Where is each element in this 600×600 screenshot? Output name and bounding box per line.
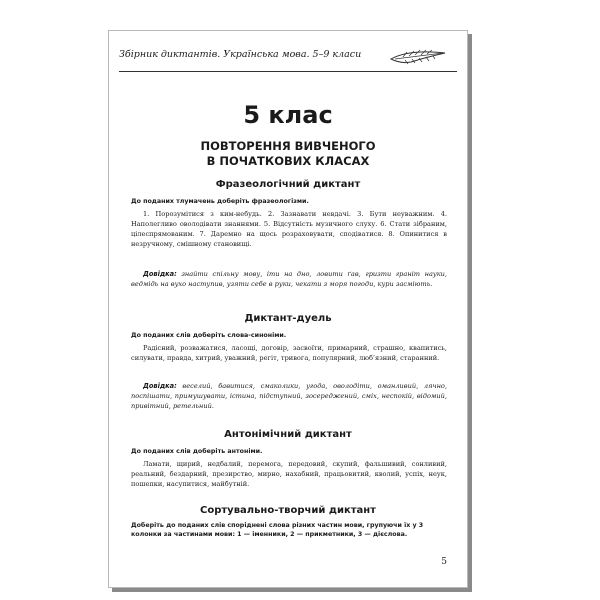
book-page	[108, 30, 468, 588]
hint-text: знайти спільну мову, іти на дно, ловити ґав, гризти граніт науки, ведмідь на вухо наступив, узяти себе в руки, чекати з моря погоди, кури засміють.	[131, 270, 447, 288]
phraseology-text: 1. Порозумітися з ким-небудь. 2. Зазнавати невдачі. 3. Бути неуважним. 4. Наполегливо оволодівати знаннями. 5. Відсутність музичного слуху. 6. Стати зібраним, цілеспрямованим. 7. Даремно на щось розраховувати, сподіватися. 8. Опинитися в незручному, смішному становищі.	[131, 210, 447, 248]
sorting-instruction: Доберіть до поданих слів споріднені слова різних частин мови, групуючи їх у 3 колонки за частинами мови: 1 — іменники, 2 — прикметники, 3 — дієслова.	[131, 522, 424, 538]
hint-label: Довідка:	[143, 270, 177, 278]
feather-ornament-icon	[389, 45, 447, 67]
phraseology-instruction: До поданих тлумачень доберіть фразеологізми.	[131, 198, 309, 205]
phraseology-dictation-title: Фразеологічний диктант	[215, 179, 361, 190]
header-title: Збірник диктантів. Українська мова. 5–9 класи	[119, 49, 362, 60]
duel-text: Радісний, розважатися, ласощі, договір, засвоїти, примарний, страшно, квапитись, силувати, правда, хитрий, уважний, регіт, тривога, популярний, люб’язний, старанний.	[131, 344, 447, 362]
antonym-text: Ламати, щирий, недбалий, перемога, передовий, скупий, фальшивий, сонливий, реальний, бездарний, презирство, мирно, нахабний, працьовитий, кволий, успіх, неук, пошепки, насупитися, майбутній.	[131, 460, 447, 488]
duel-dictation-title: Диктант-дуель	[244, 313, 332, 324]
section-title-line-1: ПОВТОРЕННЯ ВИВЧЕНОГО	[200, 139, 376, 153]
antonym-instruction: До поданих слів доберіть антоніми.	[131, 448, 263, 455]
section-title-line-2: В ПОЧАТКОВИХ КЛАСАХ	[206, 154, 370, 168]
hint-text: веселий, бавитися, смаколики, угода, оволодіти, оманливий, лячно, поспішати, примушувати, істина, підступний, зосереджений, сміх, неспокій, відомий, привітний, ретельний.	[131, 382, 447, 410]
phraseology-hint	[131, 269, 447, 289]
sorting-dictation-title: Сортувально-творчий диктант	[200, 505, 376, 516]
duel-instruction: До поданих слів доберіть слова-синоніми.	[131, 332, 287, 339]
running-header	[119, 47, 457, 72]
section-title	[109, 139, 467, 169]
page-number: 5	[441, 557, 447, 567]
hint-label: Довідка:	[143, 382, 177, 390]
grade-title: 5 клас	[243, 101, 333, 129]
antonym-dictation-title: Антонімічний диктант	[224, 429, 352, 440]
duel-hint	[131, 381, 447, 411]
